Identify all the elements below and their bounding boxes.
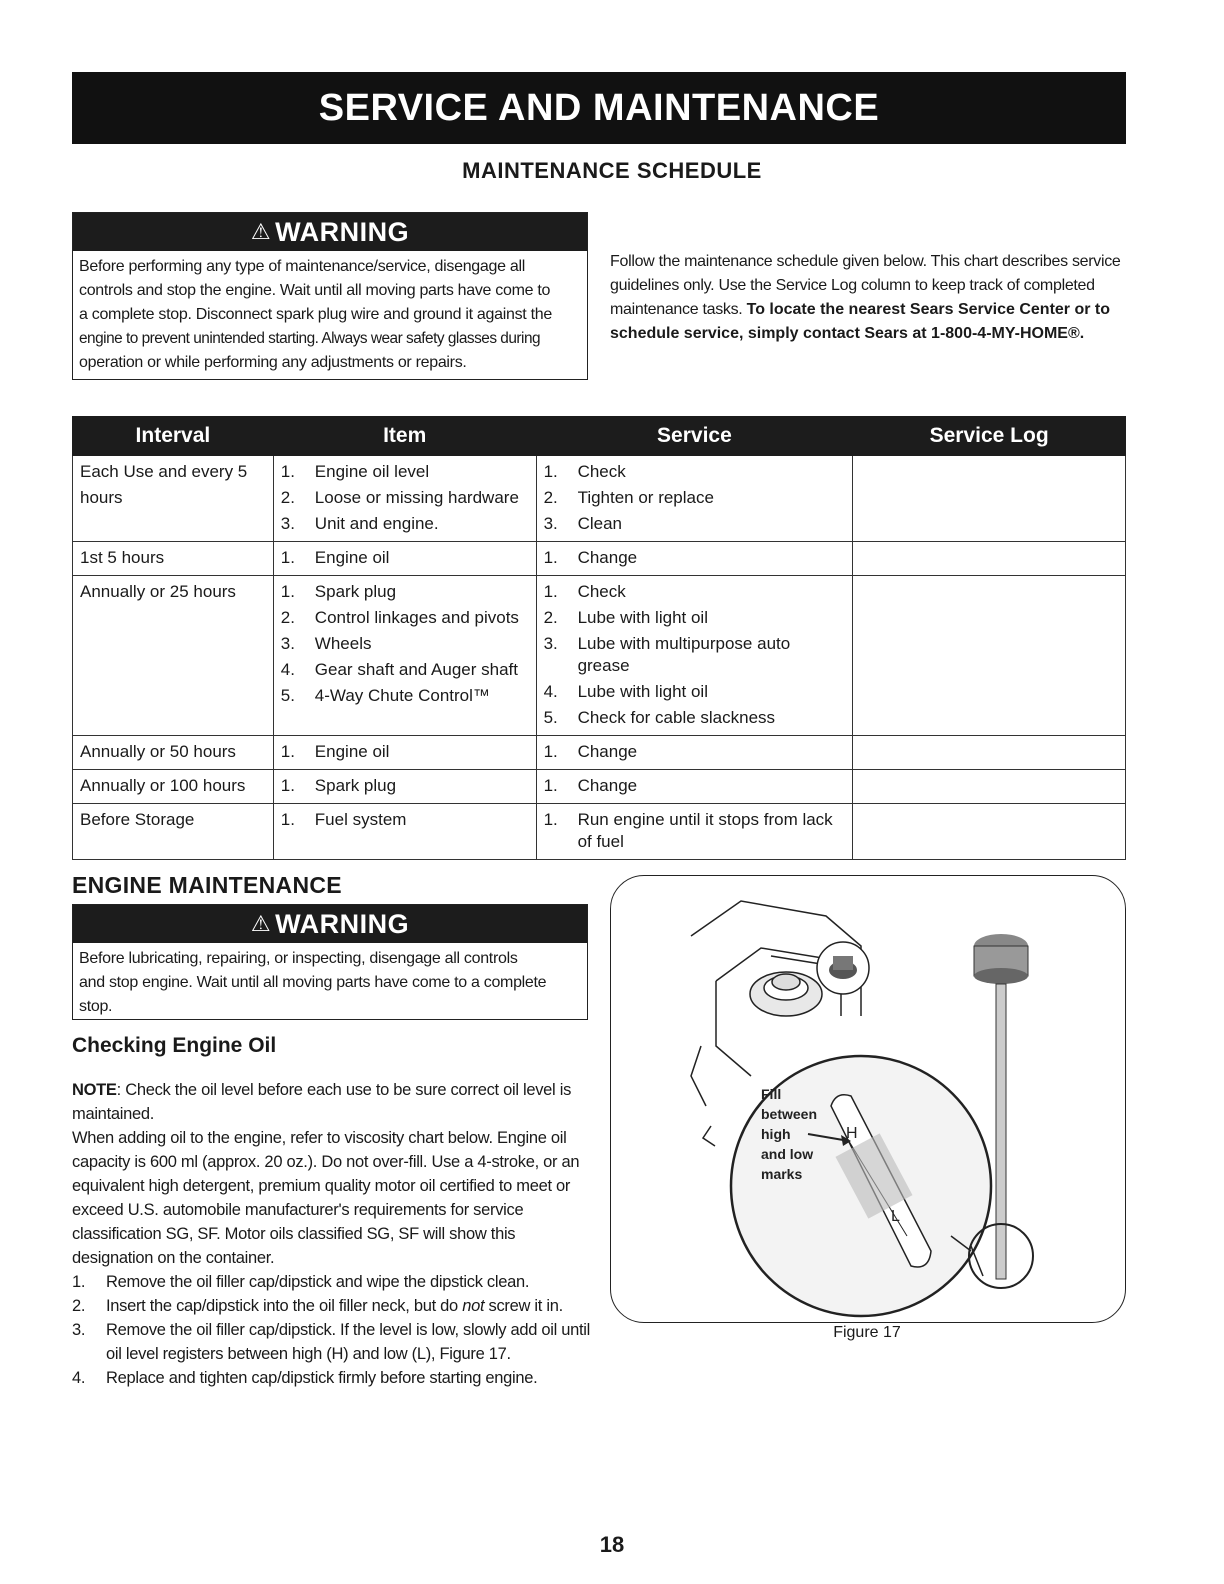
service-log-cell[interactable]: [853, 804, 1126, 860]
item-text: Loose or missing hardware: [314, 488, 519, 507]
table-row: [73, 576, 1126, 736]
item-line: [281, 579, 529, 605]
header-item: Item: [273, 417, 536, 456]
intro-contact: To locate the nearest Sears Service Center or to schedule service, simply contact Sears at 1-800-4-MY-HOME®.: [610, 301, 1111, 342]
service-number: 2.: [543, 608, 558, 627]
item-cell: [273, 542, 536, 576]
warning-line: Before lubricating, repairing, or inspecting, disengage all controls: [79, 950, 518, 967]
note-paragraph: [72, 1078, 592, 1126]
service-line: [544, 605, 846, 631]
interval-cell: [73, 804, 274, 860]
step-number: 4.: [72, 1369, 86, 1387]
list-item: [72, 1318, 592, 1366]
interval-text: Annually or 50 hours: [80, 742, 236, 761]
interval-text: Before Storage: [80, 810, 195, 829]
service-line: [544, 679, 846, 705]
item-line: [281, 511, 529, 537]
service-cell: [536, 456, 853, 542]
table-row: [73, 736, 1126, 770]
item-line: [281, 773, 529, 799]
filler-cap-callout: [817, 942, 869, 994]
table-row: [73, 542, 1126, 576]
warning-box-engine: [72, 904, 588, 1020]
intro-text: Follow the maintenance schedule given below. This chart describes service guidelines only. Use the Service Log column to keep track of completed maintenance tasks.: [610, 253, 1121, 318]
warning-body: [73, 943, 587, 1025]
table-row: [73, 456, 1126, 542]
page-number: 18: [599, 1532, 625, 1557]
callout-line: between: [761, 1106, 818, 1122]
item-cell: [273, 456, 536, 542]
warning-body: [73, 251, 587, 381]
item-line: [281, 807, 529, 833]
item-number: 3.: [280, 634, 295, 653]
figure-caption: Figure 17: [833, 1324, 901, 1341]
service-number: 3.: [543, 634, 558, 653]
service-log-cell[interactable]: [853, 576, 1126, 736]
dipstick-magnified-view: [731, 1056, 991, 1316]
service-text: Check for cable slackness: [577, 708, 776, 727]
item-text: Fuel system: [314, 810, 407, 829]
dipstick-illustration: [611, 876, 1125, 1322]
service-text: Clean: [577, 514, 622, 533]
interval-text: Annually or 25 hours: [80, 582, 236, 601]
warning-triangle-icon: ⚠: [250, 911, 272, 936]
service-text: Lube with multipurpose auto grease: [577, 634, 791, 675]
interval-text: Each Use and every 5 hours: [80, 462, 248, 507]
oil-paragraph: When adding oil to the engine, refer to viscosity chart below. Engine oil capacity is 600 ml (approx. 20 oz.). Do not over-fill. Use a 4-stroke, or an equivalent high detergent, premium quality motor oil certified to meet or exceed U.S. automobile manufacturer's requirements for service classification SG, SF. Motor oils classified SG, SF will show this designation on the container.: [72, 1129, 580, 1267]
step-text-part: Insert the cap/dipstick into the oil filler neck, but do: [106, 1297, 463, 1315]
item-text: Wheels: [314, 634, 372, 653]
service-log-cell[interactable]: [853, 456, 1126, 542]
service-text: Tighten or replace: [577, 488, 714, 507]
service-log-cell[interactable]: [853, 770, 1126, 804]
step-text: Remove the oil filler cap/dipstick. If the level is low, slowly add oil until oil level registers between high (H) and low (L), Figure 17.: [106, 1321, 591, 1363]
item-line: [281, 683, 529, 709]
service-line: [544, 807, 846, 855]
service-cell: [536, 736, 853, 770]
service-text: Lube with light oil: [577, 608, 708, 627]
warning-line: Before performing any type of maintenance/service, disengage all: [79, 258, 525, 275]
item-cell: [273, 770, 536, 804]
item-text: Engine oil: [314, 742, 390, 761]
service-text: Change: [577, 742, 638, 761]
item-text: Spark plug: [314, 582, 397, 601]
step-number: 1.: [72, 1273, 86, 1291]
item-number: 2.: [280, 488, 295, 507]
step-text: Replace and tighten cap/dipstick firmly before starting engine.: [106, 1369, 538, 1387]
header-service-log: Service Log: [853, 417, 1126, 456]
list-item: [72, 1270, 592, 1294]
interval-cell: [73, 576, 274, 736]
service-text: Check: [577, 582, 626, 601]
step-number: 3.: [72, 1321, 86, 1339]
item-number: 1.: [280, 810, 295, 829]
list-item: [72, 1294, 592, 1318]
warning-label: WARNING: [275, 216, 410, 247]
service-number: 1.: [543, 582, 558, 601]
interval-text: 1st 5 hours: [80, 548, 165, 567]
service-line: [544, 511, 846, 537]
item-line: [281, 657, 529, 683]
warning-line: controls and stop the engine. Wait until all moving parts have come to: [79, 282, 551, 299]
step-emphasis: not: [462, 1297, 485, 1315]
table-header-row: [73, 417, 1126, 456]
service-log-cell[interactable]: [853, 542, 1126, 576]
interval-cell: [73, 770, 274, 804]
warning-line: operation or while performing any adjustments or repairs.: [79, 354, 467, 371]
step-text: [106, 1294, 592, 1318]
warning-line: a complete stop. Disconnect spark plug wire and ground it against the: [79, 306, 552, 323]
warning-header: [73, 213, 587, 251]
service-text: Check: [577, 462, 626, 481]
service-line: [544, 459, 846, 485]
item-line: [281, 459, 529, 485]
list-item: [72, 1366, 592, 1390]
item-text: Unit and engine.: [314, 514, 439, 533]
service-cell: [536, 770, 853, 804]
service-text: Run engine until it stops from lack of fuel: [577, 810, 833, 851]
item-cell: [273, 804, 536, 860]
item-number: 4.: [280, 660, 295, 679]
header-interval: Interval: [73, 417, 274, 456]
service-line: [544, 545, 846, 571]
schedule-intro: [610, 250, 1130, 346]
service-number: 2.: [543, 488, 558, 507]
table-row: [73, 770, 1126, 804]
service-number: 1.: [543, 742, 558, 761]
service-number: 3.: [543, 514, 558, 533]
warning-label: WARNING: [275, 908, 410, 939]
service-number: 4.: [543, 682, 558, 701]
item-line: [281, 631, 529, 657]
note-label: NOTE: [72, 1081, 117, 1099]
service-log-cell[interactable]: [853, 736, 1126, 770]
item-number: 1.: [280, 582, 295, 601]
interval-cell: [73, 456, 274, 542]
header-service: Service: [536, 417, 853, 456]
section-banner: [72, 72, 1126, 144]
item-line: [281, 739, 529, 765]
service-number: 1.: [543, 462, 558, 481]
interval-cell: [73, 736, 274, 770]
note-text: : Check the oil level before each use to be sure correct oil level is maintained.: [72, 1081, 572, 1123]
step-text: Remove the oil filler cap/dipstick and wipe the dipstick clean.: [106, 1273, 530, 1291]
service-text: Lube with light oil: [577, 682, 708, 701]
figure-17: [610, 875, 1126, 1323]
service-number: 1.: [543, 776, 558, 795]
service-line: [544, 579, 846, 605]
item-text: Engine oil level: [314, 462, 430, 481]
service-number: 1.: [543, 810, 558, 829]
warning-line: stop.: [79, 998, 113, 1015]
service-cell: [536, 804, 853, 860]
engine-maintenance-heading: ENGINE MAINTENANCE: [72, 872, 342, 898]
step-number: 2.: [72, 1297, 86, 1315]
service-line: [544, 773, 846, 799]
low-mark-label: L: [891, 1208, 900, 1225]
item-text: Engine oil: [314, 548, 390, 567]
item-number: 1.: [280, 548, 295, 567]
item-text: Spark plug: [314, 776, 397, 795]
service-text: Change: [577, 548, 638, 567]
warning-line: and stop engine. Wait until all moving parts have come to a complete: [79, 974, 547, 991]
service-line: [544, 739, 846, 765]
service-cell: [536, 576, 853, 736]
service-number: 1.: [543, 548, 558, 567]
item-number: 5.: [280, 686, 295, 705]
high-mark-label: H: [846, 1125, 858, 1142]
interval-cell: [73, 542, 274, 576]
step-text-part: screw it in.: [484, 1297, 563, 1315]
service-line: [544, 631, 846, 679]
service-line: [544, 705, 846, 731]
schedule-title: MAINTENANCE SCHEDULE: [462, 158, 762, 183]
service-number: 5.: [543, 708, 558, 727]
interval-text: Annually or 100 hours: [80, 776, 246, 795]
item-text: Control linkages and pivots: [314, 608, 519, 627]
item-text: Gear shaft and Auger shaft: [314, 660, 518, 679]
callout-line: and low: [761, 1146, 814, 1162]
item-number: 1.: [280, 742, 295, 761]
steps-list: [72, 1270, 592, 1390]
service-line: [544, 485, 846, 511]
item-cell: [273, 576, 536, 736]
warning-line: engine to prevent unintended starting. Always wear safety glasses during: [79, 330, 541, 347]
engine-oil-instructions: [72, 1078, 592, 1390]
item-number: 3.: [280, 514, 295, 533]
callout-line: Fill: [761, 1086, 782, 1102]
warning-header: [73, 905, 587, 943]
callout-line: high: [761, 1126, 791, 1142]
item-number: 1.: [280, 462, 295, 481]
item-cell: [273, 736, 536, 770]
item-line: [281, 485, 529, 511]
item-line: [281, 545, 529, 571]
service-cell: [536, 542, 853, 576]
item-line: [281, 605, 529, 631]
service-text: Change: [577, 776, 638, 795]
checking-engine-oil-heading: Checking Engine Oil: [72, 1034, 277, 1057]
maintenance-schedule-table: [72, 416, 1126, 860]
warning-box-maintenance: [72, 212, 588, 380]
item-text: 4-Way Chute Control™: [314, 686, 490, 705]
item-number: 2.: [280, 608, 295, 627]
banner-title: SERVICE AND MAINTENANCE: [318, 86, 880, 129]
table-row: [73, 804, 1126, 860]
warning-triangle-icon: ⚠: [250, 219, 272, 244]
callout-line: marks: [761, 1166, 803, 1182]
item-number: 1.: [280, 776, 295, 795]
